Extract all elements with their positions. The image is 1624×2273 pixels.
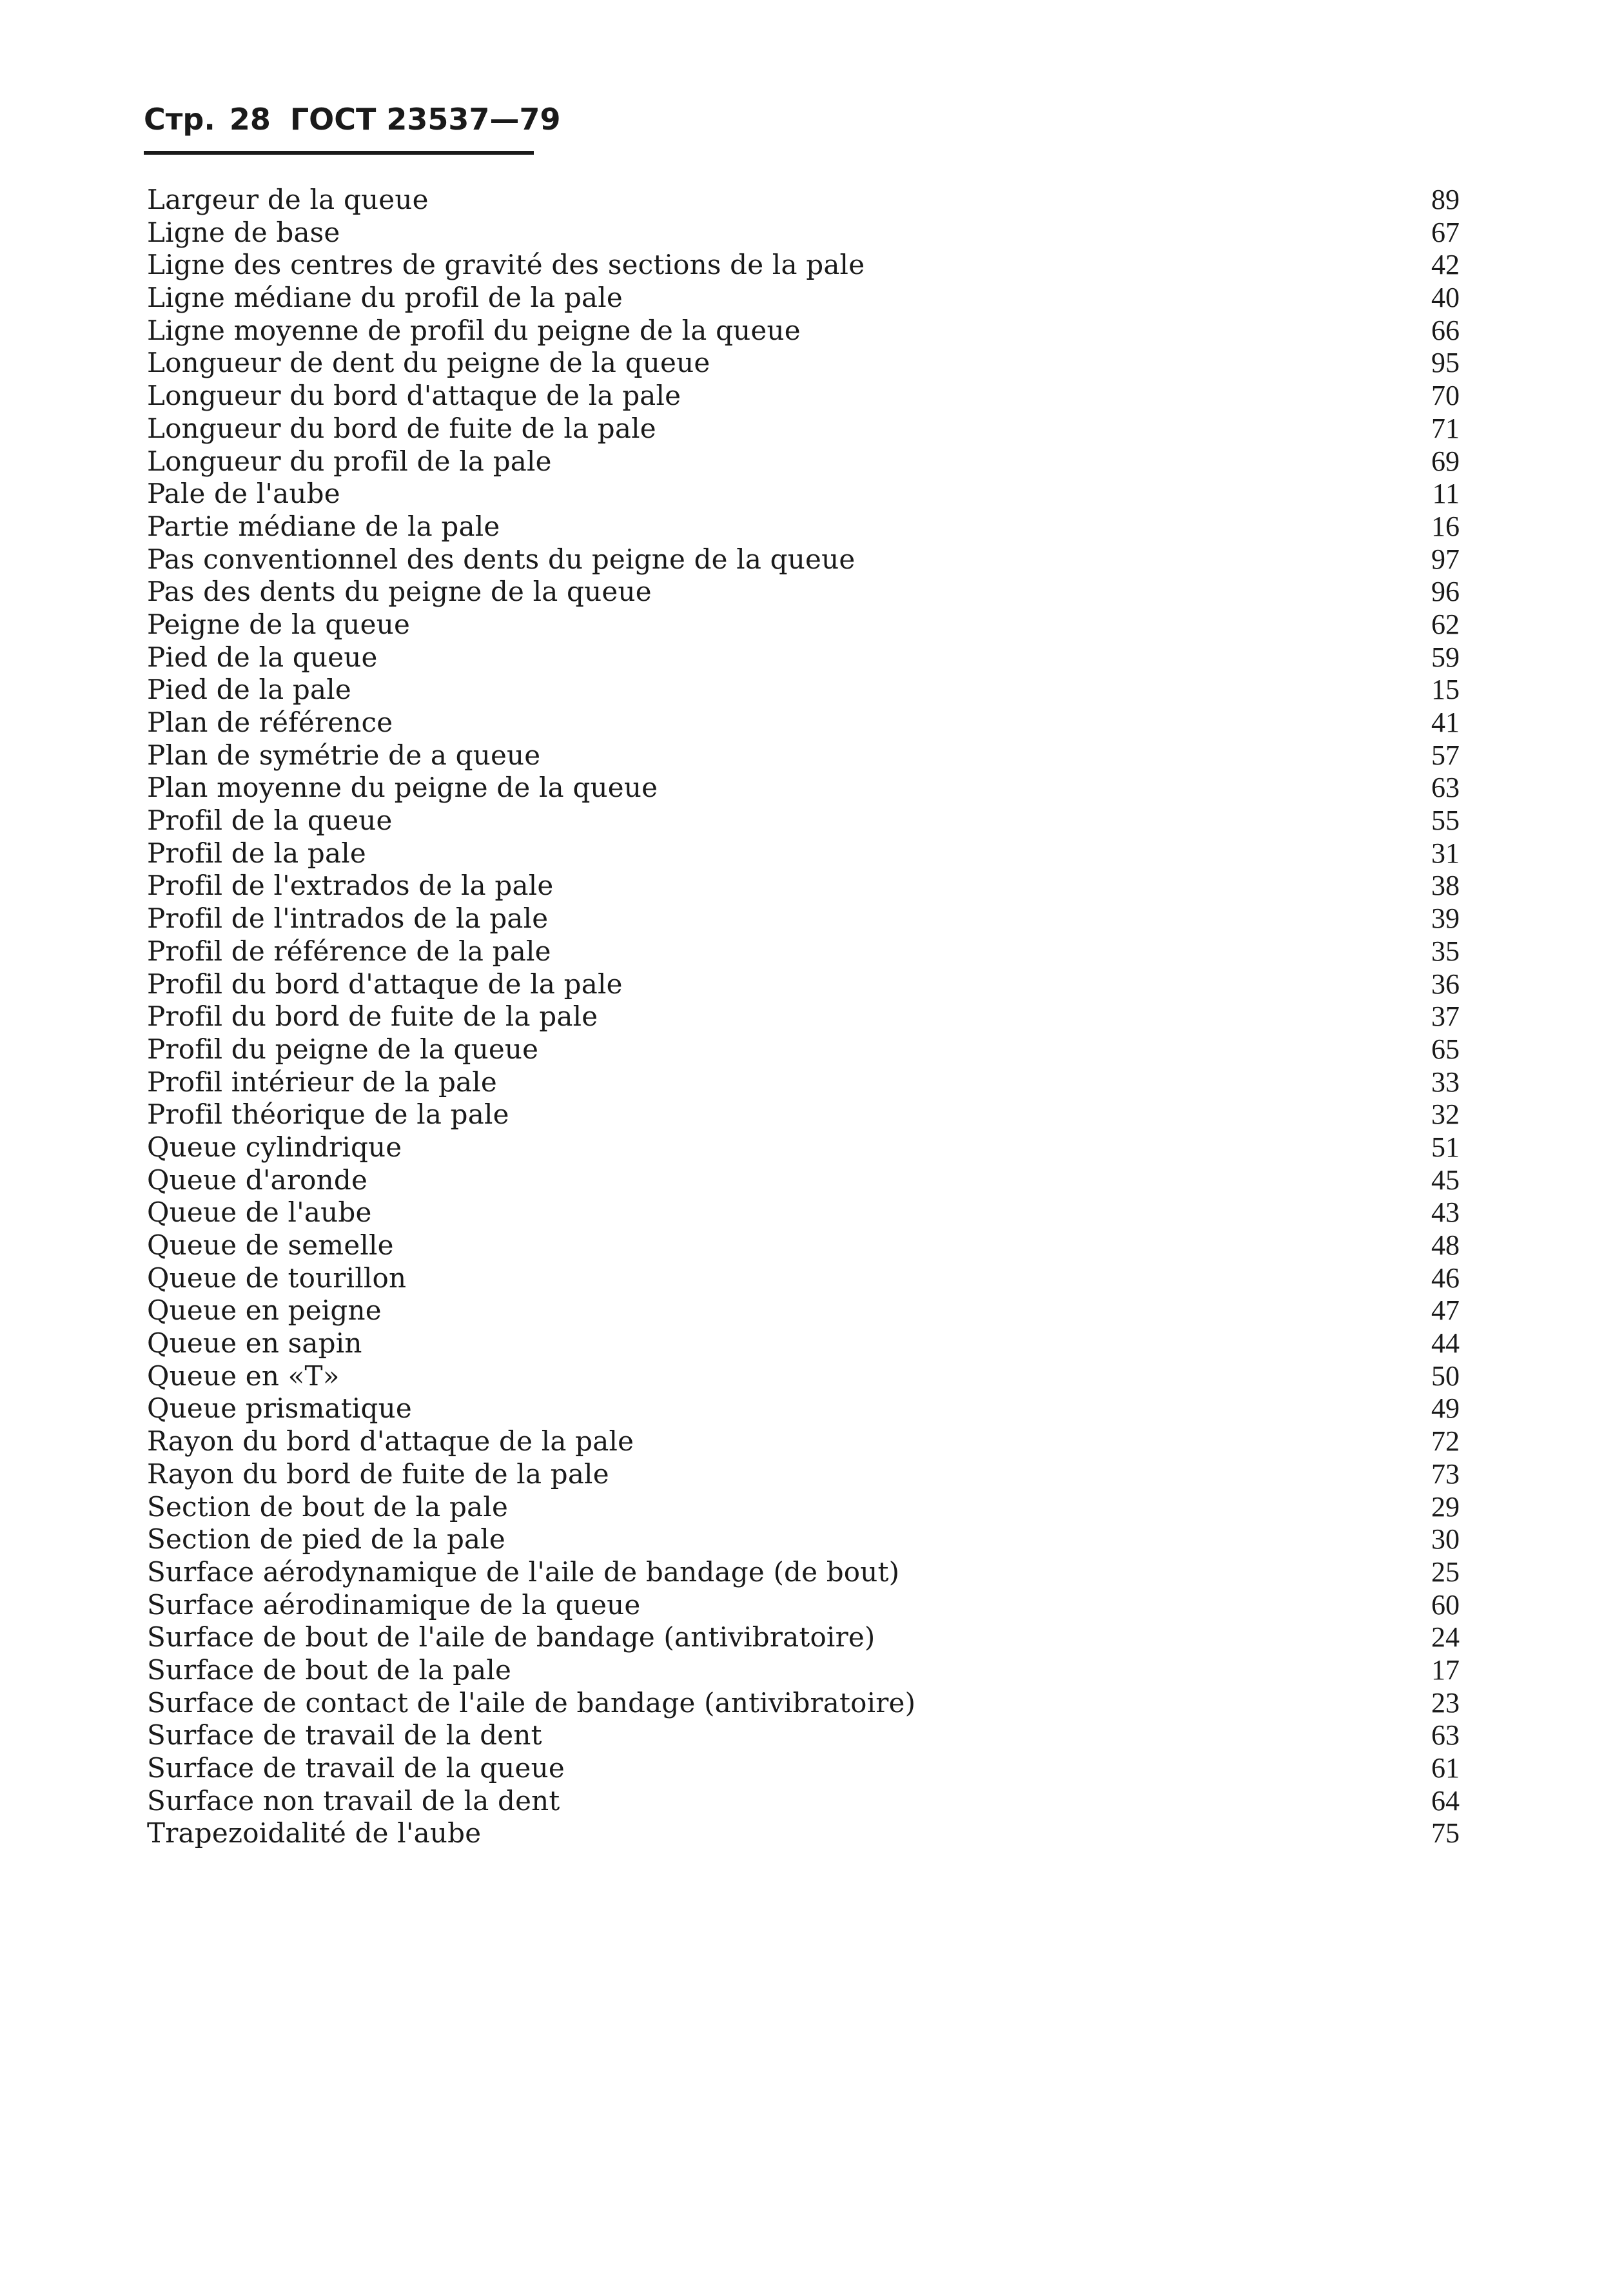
index-entry [147, 1687, 1475, 1720]
index-term: Pied de la queue [147, 641, 378, 673]
index-term-number: 96 [1431, 576, 1460, 608]
index-term-number: 50 [1431, 1360, 1460, 1392]
index-term: Surface non travail de la dent [147, 1784, 560, 1817]
index-entry [147, 478, 1475, 511]
index-entry [147, 576, 1475, 609]
index-term-number: 97 [1431, 543, 1460, 575]
index-entry [147, 902, 1475, 935]
index-entry [147, 1556, 1475, 1589]
index-term: Profil de la queue [147, 805, 393, 837]
index-entry [147, 249, 1475, 282]
index-term: Profil du bord de fuite de la pale [147, 1000, 598, 1033]
index-term: Queue en sapin [147, 1327, 362, 1360]
index-term-number: 38 [1431, 870, 1460, 902]
index-term: Surface de contact de l'aile de bandage (antivibratoire) [147, 1686, 916, 1719]
index-term-number: 59 [1431, 641, 1460, 673]
index-entry [147, 1262, 1475, 1295]
standard-title: ГОСТ 23537—79 [289, 102, 561, 137]
index-term-number: 15 [1431, 674, 1460, 706]
index-term: Surface de bout de l'aile de bandage (antivibratoire) [147, 1621, 876, 1654]
index-entry [147, 217, 1475, 249]
index-term: Ligne de base [147, 216, 340, 248]
index-term-number: 71 [1431, 412, 1460, 444]
index-entry [147, 772, 1475, 805]
index-entry [147, 184, 1475, 217]
index-term-number: 33 [1431, 1066, 1460, 1098]
index-term-number: 62 [1431, 608, 1460, 640]
index-term: Longueur du bord d'attaque de la pale [147, 380, 681, 412]
index-term-number: 43 [1431, 1196, 1460, 1229]
index-term: Queue prismatique [147, 1392, 412, 1425]
index-entry [147, 1098, 1475, 1131]
index-entry [147, 1458, 1475, 1491]
index-term-number: 66 [1431, 314, 1460, 346]
index-term: Profil intérieur de la pale [147, 1066, 497, 1098]
index-term-number: 44 [1431, 1327, 1460, 1360]
index-entry [147, 1523, 1475, 1556]
index-term: Queue en «T» [147, 1360, 340, 1392]
index-entry [147, 1033, 1475, 1066]
index-entry [147, 282, 1475, 315]
index-term-number: 57 [1431, 739, 1460, 771]
index-entry [147, 1589, 1475, 1622]
index-entry [147, 413, 1475, 445]
index-term-number: 51 [1431, 1131, 1460, 1163]
index-term-number: 35 [1431, 935, 1460, 967]
index-term: Queue de tourillon [147, 1262, 407, 1294]
index-term-number: 31 [1431, 837, 1460, 869]
page-number: 28 [229, 102, 271, 137]
index-term-number: 41 [1431, 707, 1460, 738]
index-entry [147, 1392, 1475, 1425]
index-term-number: 63 [1431, 1719, 1460, 1751]
index-term-number: 29 [1431, 1490, 1460, 1523]
page-label: Стр. [144, 102, 215, 137]
index-entry [147, 1719, 1475, 1752]
index-term: Pied de la pale [147, 674, 351, 706]
index-entry [147, 805, 1475, 837]
index-term-number: 89 [1431, 184, 1460, 215]
index-term-number: 46 [1431, 1262, 1460, 1294]
index-entry [147, 1000, 1475, 1033]
index-entry [147, 707, 1475, 739]
index-entry [147, 837, 1475, 870]
index-term-number: 64 [1431, 1784, 1460, 1817]
index-term: Plan moyenne du peigne de la queue [147, 772, 658, 804]
index-term-number: 95 [1431, 347, 1460, 379]
index-term-number: 73 [1431, 1458, 1460, 1490]
index-term: Pale de l'aube [147, 478, 340, 510]
index-term-number: 32 [1431, 1098, 1460, 1131]
index-term: Surface de travail de la dent [147, 1719, 542, 1751]
index-term: Queue en peigne [147, 1294, 382, 1327]
index-term: Pas des dents du peigne de la queue [147, 576, 652, 608]
index-term-number: 45 [1431, 1164, 1460, 1196]
index-term: Rayon du bord d'attaque de la pale [147, 1425, 634, 1458]
index-entry [147, 445, 1475, 478]
index-entry [147, 935, 1475, 968]
index-term-number: 17 [1431, 1654, 1460, 1686]
index-term-number: 75 [1431, 1817, 1460, 1849]
index-term-number: 36 [1431, 968, 1460, 1000]
index-term: Ligne moyenne de profil du peigne de la queue [147, 314, 801, 346]
index-term-number: 39 [1431, 902, 1460, 935]
index-entry [147, 674, 1475, 707]
index-entry [147, 870, 1475, 902]
index-term-number: 49 [1431, 1392, 1460, 1425]
index-entry [147, 543, 1475, 576]
index-entry [147, 1621, 1475, 1654]
index-term: Profil du bord d'attaque de la pale [147, 968, 623, 1000]
index-term-number: 40 [1431, 282, 1460, 314]
index-entry [147, 1654, 1475, 1687]
index-term: Surface aérodinamique de la queue [147, 1588, 641, 1621]
index-term: Rayon du bord de fuite de la pale [147, 1458, 609, 1490]
index-term: Trapezoidalité de l'aube [147, 1817, 482, 1849]
index-term-number: 67 [1431, 216, 1460, 248]
page-header [144, 97, 561, 155]
index-term: Queue de semelle [147, 1229, 394, 1261]
index-term: Profil de la pale [147, 837, 366, 869]
index-term: Profil théorique de la pale [147, 1098, 509, 1131]
alphabetical-index [147, 184, 1475, 1850]
index-term-number: 25 [1431, 1556, 1460, 1588]
index-term-number: 37 [1431, 1000, 1460, 1033]
index-term-number: 48 [1431, 1229, 1460, 1261]
index-entry [147, 739, 1475, 772]
index-entry [147, 1164, 1475, 1197]
index-term: Pas conventionnel des dents du peigne de la queue [147, 543, 856, 575]
index-entry [147, 380, 1475, 413]
index-term-number: 60 [1431, 1588, 1460, 1621]
index-entry [147, 968, 1475, 1001]
index-term-number: 65 [1431, 1033, 1460, 1065]
index-entry [147, 1817, 1475, 1850]
index-term: Plan de référence [147, 707, 393, 738]
index-term: Profil de référence de la pale [147, 935, 551, 967]
index-entry [147, 1785, 1475, 1818]
index-term: Longueur du bord de fuite de la pale [147, 412, 656, 444]
index-term-number: 42 [1431, 249, 1460, 281]
index-term-number: 70 [1431, 380, 1460, 412]
index-entry [147, 347, 1475, 380]
index-term-number: 61 [1431, 1752, 1460, 1784]
index-entry [147, 641, 1475, 674]
index-term: Profil du peigne de la queue [147, 1033, 539, 1065]
index-entry [147, 1491, 1475, 1524]
index-entry [147, 1360, 1475, 1393]
index-entry [147, 1327, 1475, 1360]
index-term-number: 30 [1431, 1523, 1460, 1556]
index-entry [147, 1425, 1475, 1458]
index-term-number: 16 [1431, 510, 1460, 542]
index-term-number: 24 [1431, 1621, 1460, 1654]
index-term: Largeur de la queue [147, 184, 429, 215]
index-entry [147, 1294, 1475, 1327]
index-term: Section de pied de la pale [147, 1523, 505, 1556]
index-term: Peigne de la queue [147, 608, 411, 640]
index-term: Partie médiane de la pale [147, 510, 500, 542]
index-term-number: 63 [1431, 772, 1460, 804]
index-term: Surface de travail de la queue [147, 1752, 565, 1784]
index-entry [147, 315, 1475, 347]
index-term: Profil de l'extrados de la pale [147, 870, 554, 902]
index-term-number: 69 [1431, 445, 1460, 477]
index-entry [147, 1066, 1475, 1099]
index-entry [147, 1196, 1475, 1229]
index-entry [147, 511, 1475, 543]
index-term: Longueur de dent du peigne de la queue [147, 347, 710, 379]
index-term-number: 72 [1431, 1425, 1460, 1458]
index-term: Queue de l'aube [147, 1196, 372, 1229]
index-term: Ligne médiane du profil de la pale [147, 282, 623, 314]
index-term: Surface de bout de la pale [147, 1654, 512, 1686]
index-term-number: 23 [1431, 1686, 1460, 1719]
index-entry [147, 1752, 1475, 1785]
index-term: Longueur du profil de la pale [147, 445, 552, 477]
index-entry [147, 1131, 1475, 1164]
index-term-number: 55 [1431, 805, 1460, 837]
index-entry [147, 1229, 1475, 1262]
index-term: Plan de symétrie de a queue [147, 739, 541, 771]
index-term: Queue cylindrique [147, 1131, 402, 1163]
index-term: Section de bout de la pale [147, 1490, 509, 1523]
index-term: Queue d'aronde [147, 1164, 368, 1196]
index-entry [147, 609, 1475, 641]
index-term: Ligne des centres de gravité des sections de la pale [147, 249, 865, 281]
index-term-number: 47 [1431, 1294, 1460, 1327]
index-term: Surface aérodynamique de l'aile de bandage (de bout) [147, 1556, 900, 1588]
index-term: Profil de l'intrados de la pale [147, 902, 549, 935]
index-term-number: 11 [1432, 478, 1460, 510]
